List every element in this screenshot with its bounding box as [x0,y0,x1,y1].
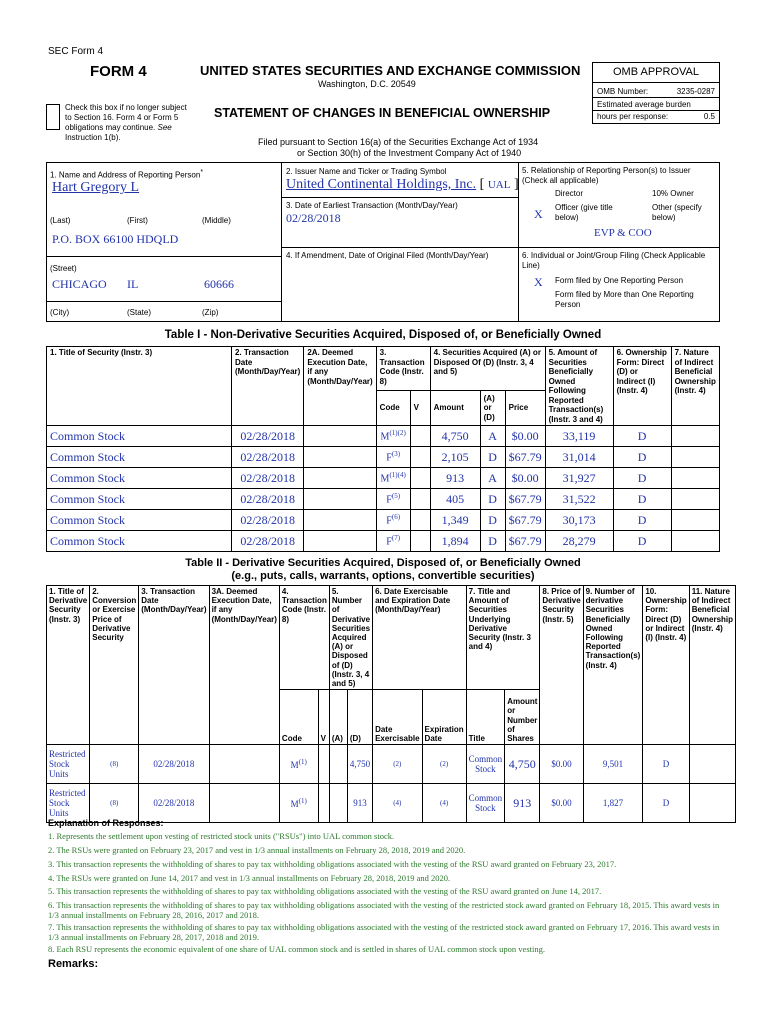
t2-uamt-cell: 913 [505,784,540,823]
t1-title: Common Stock [47,489,232,510]
t1-owned-cell: 31,522 [545,489,613,510]
ten-percent-owner-label: 10% Owner [652,189,694,198]
ticker-symbol: UAL [487,179,511,191]
box3-label: 3. Date of Earliest Transaction (Month/Day/Year) [286,201,458,210]
t1-deemed [304,447,376,468]
t1-deemed [304,510,376,531]
t2-v-cell [318,745,329,784]
t2-form-cell: D [643,784,689,823]
t2-a-cell [329,745,347,784]
t2-date-cell: 02/28/2018 [139,745,209,784]
t1-date: 02/28/2018 [231,468,303,489]
city-label: (City) [50,308,70,317]
footnote: 1. Represents the settlement upon vesting of restricted stock units ("RSUs") into UAL common stock. [48,831,395,841]
t2-nature-cell [689,784,735,823]
box4-label: 4. If Amendment, Date of Original Filed (Month/Day/Year) [286,251,489,260]
zip-label: (Zip) [202,308,219,317]
omb-hours-value: 0.5 [703,112,715,121]
t1-owned-cell: 31,927 [545,468,613,489]
footnote: 2. The RSUs were granted on February 23, 2017 and vest in 1/3 annual installments on February 28, 2018, 2019 and 2020. [48,845,466,855]
street-label: (Street) [50,264,77,273]
t1-owned-cell: 28,279 [545,531,613,552]
t1-amount-cell: 1,349 [430,510,480,531]
t2-h3a: 3A. Deemed Execution Date, if any (Month/Day/Year) [209,586,279,745]
sec-form-label: SEC Form 4 [48,46,104,57]
t1-form-cell: D [613,510,671,531]
box5-label: 5. Relationship of Reporting Person(s) to Issuer (Check all applicable) [522,166,691,185]
t1-title: Common Stock [47,531,232,552]
officer-label: Officer (give title below) [555,203,613,222]
table-row [47,745,736,784]
t2-form-cell: D [643,745,689,784]
t1-h6: 6. Ownership Form: Direct (D) or Indirect (I) (Instr. 4) [613,347,671,426]
one-person-label: Form filed by One Reporting Person [555,276,684,285]
omb-number-label: OMB Number: [597,87,649,96]
t2-v-cell [318,784,329,823]
t2-conv-cell: (8) [90,784,139,823]
street-address: P.O. BOX 66100 HDQLD [52,232,179,246]
t1-deemed [304,531,376,552]
footnote: 6. This transaction represents the withholding of shares to pay tax withholding obligations associated with the vesting of the restricted stock award granted on February 18, 2015. This award vests in 1/3 annual installments on February 28, 2016, 2017 and 2018. [48,900,720,920]
footnote: 5. This transaction represents the withholding of shares to pay tax withholding obligations associated with the vesting of the RSU award granted on June 14, 2017. [48,886,602,896]
omb-title: OMB APPROVAL [593,63,719,83]
t1-title: Common Stock [47,447,232,468]
t2-price-cell: $0.00 [540,784,583,823]
remarks-title: Remarks: [48,958,99,970]
t1-date: 02/28/2018 [231,447,303,468]
table2-title: Table II - Derivative Securities Acquired, Disposed of, or Beneficially Owned (e.g., puts, calls, warrants, options, convertible securities) [185,557,581,582]
omb-number-value: 3235-0287 [676,87,715,96]
t1-title: Common Stock [47,426,232,447]
table-row [47,447,720,468]
explanation-title: Explanation of Responses: [48,818,164,828]
t1-code-cell: $F^{(3)}$ [376,447,410,468]
t1-form-cell: D [613,489,671,510]
t2-owned-cell: 9,501 [583,745,643,784]
city-value: CHICAGO [52,277,107,291]
t1-price-cell: $0.00 [505,426,545,447]
table1-non-derivative [46,346,720,552]
table-row [47,784,736,823]
t1-ad-cell: A [480,468,505,489]
other-label: Other (specify below) [652,203,702,222]
t2-h8: 8. Price of Derivative Security (Instr. 5) [540,586,583,745]
officer-check-mark[interactable]: X [534,207,543,221]
t2-title-cell: Restricted Stock Units [47,784,90,823]
zip-value: 60666 [204,277,234,291]
footnote: 7. This transaction represents the withholding of shares to pay tax withholding obligations associated with the vesting of the restricted stock award granted on February 17, 2016. This award vests in 1/3 annual installments on February 28, 2017, 2018 and 2019. [48,922,720,942]
t1-h5: 5. Amount of Securities Beneficially Owned Following Reported Transaction(s) (Instr. 3 and 4) [545,347,613,426]
t2-d-cell: 913 [347,784,372,823]
t2-v: V [318,690,329,745]
state-label: (State) [127,308,152,317]
t1-nature-cell [671,468,719,489]
t1-h2: 2. Transaction Date (Month/Day/Year) [231,347,303,426]
t2-date-ex: Date Exercisable [373,690,422,745]
filed-pursuant-line1: Filed pursuant to Section 16(a) of the Securities Exchange Act of 1934 [258,137,539,147]
t2-h9: 9. Number of derivative Securities Beneficially Owned Following Reported Transaction(s) (Instr. 4) [583,586,643,745]
t1-form-cell: D [613,531,671,552]
t1-price-cell: $67.79 [505,447,545,468]
t1-price-cell: $67.79 [505,531,545,552]
t2-price-cell: $0.00 [540,745,583,784]
t2-title: Title [466,690,505,745]
t2-h2: 2. Conversion or Exercise Price of Derivative Security [90,586,139,745]
t1-v-cell [410,489,430,510]
omb-burden-label: Estimated average burden [597,100,691,109]
t2-h7: 7. Title and Amount of Securities Underlying Derivative Security (Instr. 3 and 4) [466,586,540,690]
t1-owned-cell: 31,014 [545,447,613,468]
t1-owned-cell: 30,173 [545,510,613,531]
t1-aord: (A) or (D) [480,390,505,425]
t1-v: V [410,390,430,425]
t2-exp-cell: (2) [422,745,466,784]
t1-v-cell [410,510,430,531]
officer-title: EVP & COO [594,227,652,239]
t1-h1: 1. Title of Security (Instr. 3) [47,347,232,426]
t1-code-cell: $F^{(7)}$ [376,531,410,552]
t1-code: Code [376,390,410,425]
t2-a-cell [329,784,347,823]
t1-form-cell: D [613,426,671,447]
t1-ad-cell: A [480,426,505,447]
reporting-person-name[interactable]: Hart Gregory L [52,180,140,195]
t1-code-cell: $M^{(1)(4)}$ [376,468,410,489]
more-persons-label: Form filed by More than One Reporting Person [555,290,694,309]
t1-title: Common Stock [47,510,232,531]
t1-deemed [304,426,376,447]
omb-approval-box [592,62,720,124]
t1-h4: 4. Securities Acquired (A) or Disposed Of (D) (Instr. 3, 4 and 5) [430,347,545,391]
t1-price-cell: $67.79 [505,489,545,510]
issuer-line: United Continental Holdings, Inc. [ UAL ] [286,177,519,192]
table-row [47,426,720,447]
t1-v-cell [410,447,430,468]
table-row [47,468,720,489]
box1-label: 1. Name and Address of Reporting Person* [50,169,204,180]
t2-uamt-cell: 4,750 [505,745,540,784]
t1-form-cell: D [613,468,671,489]
t1-date: 02/28/2018 [231,510,303,531]
t1-price: Price [505,390,545,425]
t1-code-cell: $M^{(1)(2)}$ [376,426,410,447]
t2-d-cell: 4,750 [347,745,372,784]
t1-nature-cell [671,510,719,531]
t1-ad-cell: D [480,510,505,531]
t1-h2a: 2A. Deemed Execution Date, if any (Month/Day/Year) [304,347,376,426]
statement-title: STATEMENT OF CHANGES IN BENEFICIAL OWNERSHIP [214,106,551,120]
footnote: 8. Each RSU represents the economic equivalent of one share of UAL common stock and is settled in shares of UAL common stock upon vesting. [48,944,545,954]
t1-amount-cell: 4,750 [430,426,480,447]
t1-amount-cell: 405 [430,489,480,510]
t1-owned-cell: 33,119 [545,426,613,447]
t2-h5: 5. Number of Derivative Securities Acquired (A) or Disposed of (D) (Instr. 3, 4 and 5) [329,586,372,690]
box6-label: 6. Individual or Joint/Group Filing (Check Applicable Line) [522,251,706,270]
last-label: (Last) [50,216,71,225]
t2-conv-cell: (8) [90,745,139,784]
t2-exp: Expiration Date [422,690,466,745]
one-person-check-mark[interactable]: X [534,275,543,289]
t1-amount-cell: 2,105 [430,447,480,468]
t1-h7: 7. Nature of Indirect Beneficial Ownership (Instr. 4) [671,347,719,426]
t2-h6: 6. Date Exercisable and Expiration Date (Month/Day/Year) [373,586,467,690]
director-label: Director [555,189,584,198]
t1-ad-cell: D [480,489,505,510]
t1-nature-cell [671,447,719,468]
commission-title: UNITED STATES SECURITIES AND EXCHANGE COMMISSION [200,63,581,78]
t1-price-cell: $0.00 [505,468,545,489]
t1-v-cell [410,468,430,489]
table-row [47,510,720,531]
middle-label: (Middle) [202,216,231,225]
t1-date: 02/28/2018 [231,531,303,552]
t2-h4: 4. Transaction Code (Instr. 8) [279,586,329,690]
t2-h10: 10. Ownership Form: Direct (D) or Indirect (I) (Instr. 4) [643,586,689,745]
t1-ad-cell: D [480,447,505,468]
t2-h3: 3. Transaction Date (Month/Day/Year) [139,586,209,745]
t1-amount-cell: 913 [430,468,480,489]
no-longer-subject-checkbox[interactable] [46,104,60,130]
t2-h11: 11. Nature of Indirect Beneficial Ownership (Instr. 4) [689,586,735,745]
t2-exp-cell: (4) [422,784,466,823]
t2-code: Code [279,690,318,745]
t1-nature-cell [671,531,719,552]
state-value: IL [127,277,139,291]
t1-nature-cell [671,489,719,510]
t2-code-cell: $M^{(1)}$ [279,784,318,823]
t2-utitle-cell: Common Stock [466,784,505,823]
form-title: FORM 4 [90,63,147,80]
t1-h3: 3. Transaction Code (Instr. 8) [376,347,430,391]
issuer-name[interactable]: United Continental Holdings, Inc. [286,177,477,192]
t1-v-cell [410,426,430,447]
t2-a: (A) [329,690,347,745]
table2-derivative [46,585,736,823]
t1-date: 02/28/2018 [231,489,303,510]
t1-amount-cell: 1,894 [430,531,480,552]
t1-code-cell: $F^{(5)}$ [376,489,410,510]
t2-title-cell: Restricted Stock Units [47,745,90,784]
t2-nature-cell [689,745,735,784]
box2-label: 2. Issuer Name and Ticker or Trading Symbol [286,167,447,176]
t2-dex-cell: (2) [373,745,422,784]
t1-deemed [304,489,376,510]
omb-hours-label: hours per response: [597,112,669,121]
t2-deemed-cell [209,784,279,823]
t1-code-cell: $F^{(6)}$ [376,510,410,531]
table-row [47,489,720,510]
t2-d: (D) [347,690,372,745]
checkbox-instructions: Check this box if no longer subject to Section 16. Form 4 or Form 5 obligations may continue. See Instruction 1(b). [65,103,187,142]
t1-price-cell: $67.79 [505,510,545,531]
table-row [47,531,720,552]
t1-v-cell [410,531,430,552]
footnote: 3. This transaction represents the withholding of shares to pay tax withholding obligations associated with the vesting of the RSU award granted on February 23, 2017. [48,859,617,869]
t2-utitle-cell: Common Stock [466,745,505,784]
footnote: 4. The RSUs were granted on June 14, 2017 and vest in 1/3 annual installments on February 28, 2018, 2019 and 2020. [48,873,451,883]
t2-owned-cell: 1,827 [583,784,643,823]
t1-form-cell: D [613,447,671,468]
first-label: (First) [127,216,148,225]
table1-title: Table I - Non-Derivative Securities Acquired, Disposed of, or Beneficially Owned [164,329,602,341]
t2-amount: Amount or Number of Shares [505,690,540,745]
t2-code-cell: $M^{(1)}$ [279,745,318,784]
t1-deemed [304,468,376,489]
t2-dex-cell: (4) [373,784,422,823]
t1-ad-cell: D [480,531,505,552]
t1-amount: Amount [430,390,480,425]
t2-date-cell: 02/28/2018 [139,784,209,823]
commission-location: Washington, D.C. 20549 [318,79,416,89]
t2-h1: 1. Title of Derivative Security (Instr. 3) [47,586,90,745]
filed-pursuant-line2: or Section 30(h) of the Investment Company Act of 1940 [297,148,522,158]
earliest-transaction-date: 02/28/2018 [286,211,341,225]
t1-nature-cell [671,426,719,447]
t1-date: 02/28/2018 [231,426,303,447]
t1-title: Common Stock [47,468,232,489]
t2-deemed-cell [209,745,279,784]
